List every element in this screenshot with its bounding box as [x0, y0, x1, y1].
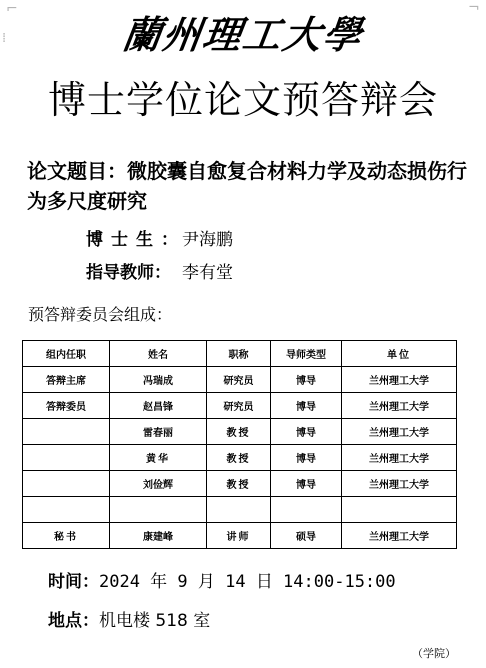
corner-mark-top-right: ¬	[468, 0, 480, 16]
table-cell	[271, 497, 342, 523]
table-cell: 秘书	[23, 523, 110, 549]
table-cell: 答辩委员	[23, 393, 110, 419]
table-cell: 赵昌锋	[110, 393, 207, 419]
thesis-label: 论文题目：	[27, 159, 127, 183]
committee-table	[22, 340, 457, 549]
table-row	[23, 393, 457, 419]
table-cell	[23, 419, 110, 445]
table-cell: 兰州理工大学	[342, 367, 457, 393]
table-cell	[23, 497, 110, 523]
table-cell: 教授	[207, 445, 271, 471]
column-header: 导师类型	[271, 341, 342, 367]
table-cell: 兰州理工大学	[342, 445, 457, 471]
table-cell: 兰州理工大学	[342, 523, 457, 549]
defense-time	[48, 571, 396, 593]
table-cell: 研究员	[207, 367, 271, 393]
table-cell: 研究员	[207, 393, 271, 419]
table-header-row	[23, 341, 457, 367]
table-cell: 康建峰	[110, 523, 207, 549]
university-logo: 蘭州理工大學	[119, 12, 367, 57]
candidate-line	[86, 229, 233, 251]
corner-mark-top-left: ⌐	[6, 1, 18, 17]
column-header: 组内任职	[23, 341, 110, 367]
table-cell: 博导	[271, 367, 342, 393]
table-row	[23, 523, 457, 549]
table-cell: 答辩主席	[23, 367, 110, 393]
time-value: 2024 年 9 月 14 日 14:00-15:00	[99, 572, 396, 592]
table-cell: 博导	[271, 445, 342, 471]
place-value: 机电楼 518 室	[99, 611, 211, 631]
column-header: 姓名	[110, 341, 207, 367]
table-row	[23, 471, 457, 497]
candidate-label: 博士生：	[86, 230, 186, 250]
table-cell: 黄华	[110, 445, 207, 471]
table-cell: 讲师	[207, 523, 271, 549]
table-cell: 兰州理工大学	[342, 393, 457, 419]
table-cell: 硕导	[271, 523, 342, 549]
column-header: 职称	[207, 341, 271, 367]
table-row	[23, 445, 457, 471]
table-cell	[342, 497, 457, 523]
table-cell: 兰州理工大学	[342, 419, 457, 445]
thesis-title-block	[27, 156, 467, 216]
candidate-name: 尹海鹏	[182, 230, 233, 250]
footer-note: （学院）	[412, 647, 456, 660]
table-cell: 教授	[207, 419, 271, 445]
table-row	[23, 497, 457, 523]
defense-place	[48, 610, 210, 632]
table-cell: 兰州理工大学	[342, 471, 457, 497]
time-label: 时间：	[48, 572, 99, 592]
table-cell: 博导	[271, 471, 342, 497]
column-header: 单位	[342, 341, 457, 367]
table-cell	[110, 497, 207, 523]
supervisor-line	[86, 262, 233, 284]
table-row	[23, 367, 457, 393]
thesis-title: 微胶囊自愈复合材料力学及动态损伤行为多尺度研究	[27, 159, 467, 213]
table-cell: 博导	[271, 419, 342, 445]
corner-mark-left: ⁞	[2, 31, 7, 46]
committee-heading: 预答辩委员会组成：	[28, 305, 173, 324]
table-cell: 冯瑞成	[110, 367, 207, 393]
table-cell: 教授	[207, 471, 271, 497]
table-row	[23, 419, 457, 445]
table-cell: 博导	[271, 393, 342, 419]
place-label: 地点：	[48, 611, 99, 631]
supervisor-label: 指导教师：	[86, 263, 171, 283]
table-cell	[23, 471, 110, 497]
page-title: 博士学位论文预答辩会	[47, 78, 438, 122]
supervisor-name: 李有堂	[182, 263, 233, 283]
table-cell	[23, 445, 110, 471]
table-cell: 雷春丽	[110, 419, 207, 445]
table-cell: 刘俭辉	[110, 471, 207, 497]
table-cell	[207, 497, 271, 523]
